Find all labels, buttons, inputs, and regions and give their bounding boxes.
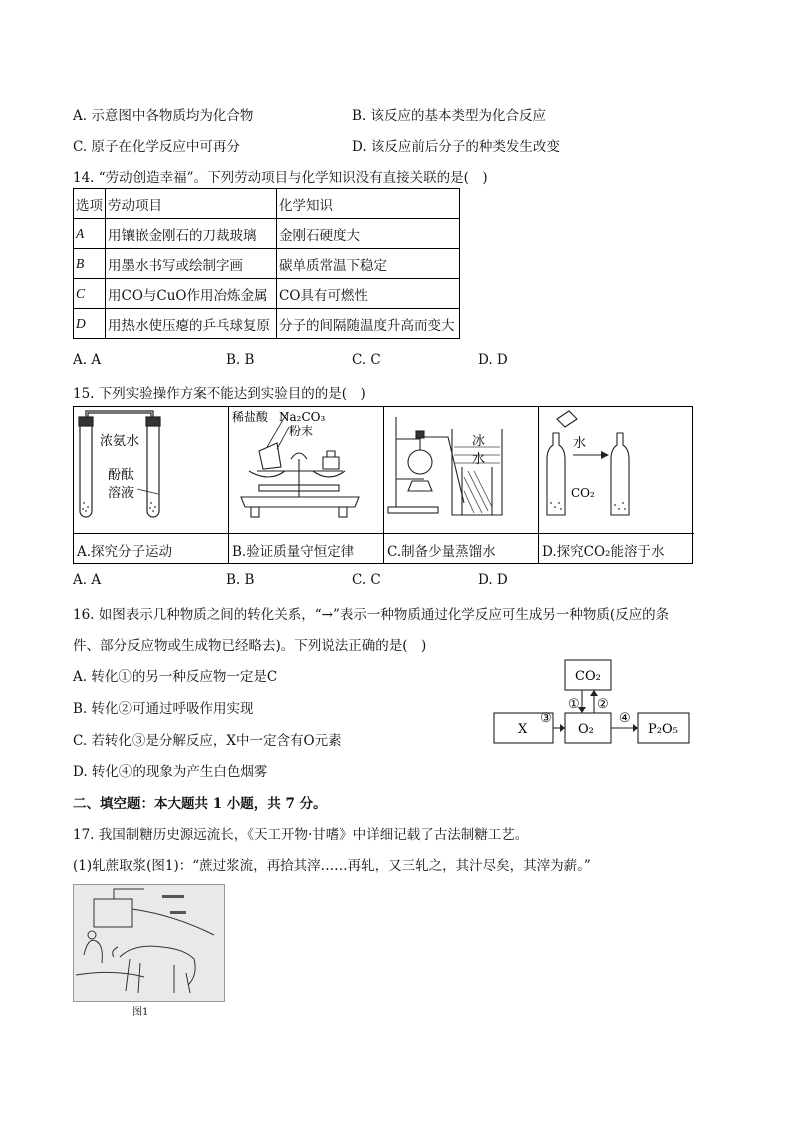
experiment-b-image xyxy=(229,407,384,533)
label-na2co3: Na₂CO₃ xyxy=(279,410,326,424)
q13-option-a: A. 示意图中各物质均为化合物 xyxy=(73,108,254,124)
q14-stem: 14. “劳动创造幸福”。下列劳动项目与化学知识没有直接关联的是( ) xyxy=(73,170,488,186)
table-row xyxy=(74,219,460,249)
experiment-c-image xyxy=(384,407,539,533)
q14-answer-a: A. A xyxy=(73,352,102,368)
q16-option-a: A. 转化①的另一种反应物一定是C xyxy=(73,669,278,685)
table-row xyxy=(74,249,460,279)
table-cell: B xyxy=(74,249,106,279)
q13-option-b: B. 该反应的基本类型为化合反应 xyxy=(352,108,547,124)
node-p2o5: P₂O₅ xyxy=(648,722,678,737)
table-cell: 碳单质常温下稳定 xyxy=(277,249,460,279)
q15-answer-b: B. B xyxy=(226,572,255,588)
caption-d: D.探究CO₂能溶于水 xyxy=(539,533,694,564)
section-heading: 二、填空题：本大题共 1 小题，共 7 分。 xyxy=(73,796,327,812)
label-ice-1: 冰 xyxy=(472,434,486,449)
table-cell: CO具有可燃性 xyxy=(277,279,460,309)
table-row xyxy=(74,309,460,339)
label-3: ③ xyxy=(540,711,552,726)
table-cell: 用CO与CuO作用冶炼金属 xyxy=(106,279,277,309)
q14-answer-d: D. D xyxy=(478,352,508,368)
q14-answer-c: C. C xyxy=(352,352,381,368)
table-header: 化学知识 xyxy=(277,189,460,219)
label-co2: CO₂ xyxy=(571,486,595,500)
q15-answer-c: C. C xyxy=(352,572,381,588)
table-cell: 分子的间隔随温度升高而变大 xyxy=(277,309,460,339)
table-row xyxy=(74,189,460,219)
table-header: 选项 xyxy=(74,189,106,219)
q16-option-d: D. 转化④的现象为产生白色烟雾 xyxy=(73,764,268,780)
q15-experiment-table xyxy=(73,406,693,564)
q16-option-c: C. 若转化③是分解反应，X中一定含有O元素 xyxy=(73,733,342,749)
experiment-a-image xyxy=(74,407,229,533)
q15-answer-a: A. A xyxy=(73,572,102,588)
label-powder: 粉末 xyxy=(289,424,314,438)
table-cell: 用镶嵌金刚石的刀裁玻璃 xyxy=(106,219,277,249)
q14-answer-b: B. B xyxy=(226,352,255,368)
caption-c: C.制备少量蒸馏水 xyxy=(384,533,539,564)
table-cell: 用热水使压瘪的乒乓球复原 xyxy=(106,309,277,339)
q16-stem-line-2: 件、部分反应物或生成物已经略去)。下列说法正确的是( ) xyxy=(73,638,427,654)
label-ammonia: 浓氨水 xyxy=(100,434,140,449)
q15-stem: 15. 下列实验操作方案不能达到实验目的的是( ) xyxy=(73,386,366,402)
label-water: 水 xyxy=(573,436,587,451)
figure-1-illustration xyxy=(73,884,225,1002)
table-cell: A xyxy=(74,219,106,249)
node-o2: O₂ xyxy=(578,722,594,737)
q14-table xyxy=(73,188,460,339)
q17-sub-question-1: (1)轧蔗取浆(图1)：“蔗过浆流，再拾其滓……再轧，又三轧之，其汁尽矣，其滓为薪。” xyxy=(73,858,591,874)
q16-stem-line-1: 16. 如图表示几种物质之间的转化关系，“→”表示一种物质通过化学反应可生成另一种物质(反应的条 xyxy=(73,607,670,623)
label-4: ④ xyxy=(619,711,631,726)
label-phenol-2: 溶液 xyxy=(108,486,135,501)
label-phenol-1: 酚酞 xyxy=(108,468,135,483)
q16-option-b: B. 转化②可通过呼吸作用实现 xyxy=(73,701,254,717)
label-1: ① xyxy=(568,697,580,712)
table-header: 劳动项目 xyxy=(106,189,277,219)
table-cell: 金刚石硬度大 xyxy=(277,219,460,249)
node-x: X xyxy=(518,722,528,737)
table-cell: 用墨水书写或绘制字画 xyxy=(106,249,277,279)
caption-b: B.验证质量守恒定律 xyxy=(229,533,384,564)
q16-conversion-diagram xyxy=(490,656,696,748)
q13-option-d: D. 该反应前后分子的种类发生改变 xyxy=(352,139,560,155)
table-row xyxy=(74,279,460,309)
label-2: ② xyxy=(597,697,609,712)
q17-stem: 17. 我国制糖历史源远流长，《天工开物·甘嗜》中详细记载了古法制糖工艺。 xyxy=(73,827,529,843)
label-hcl: 稀盐酸 xyxy=(232,410,269,424)
figure-1-caption: 图1 xyxy=(132,1007,149,1018)
q15-answer-d: D. D xyxy=(478,572,508,588)
q13-option-c: C. 原子在化学反应中可再分 xyxy=(73,139,240,155)
table-cell: C xyxy=(74,279,106,309)
table-cell: D xyxy=(74,309,106,339)
caption-a: A.探究分子运动 xyxy=(74,533,229,564)
label-ice-2: 水 xyxy=(472,452,486,467)
experiment-d-image xyxy=(539,407,694,533)
node-co2: CO₂ xyxy=(575,669,601,684)
